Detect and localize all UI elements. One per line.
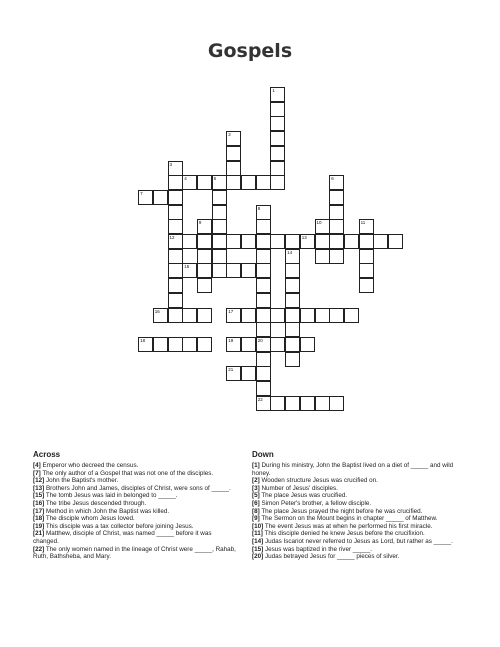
grid-cell[interactable] xyxy=(182,308,197,323)
grid-cell[interactable] xyxy=(270,116,285,131)
grid-cell[interactable] xyxy=(315,396,330,411)
grid-cell[interactable] xyxy=(153,308,168,323)
grid-cell[interactable] xyxy=(212,205,227,220)
grid-cell[interactable] xyxy=(329,219,344,234)
grid-cell[interactable] xyxy=(329,308,344,323)
grid-cell[interactable] xyxy=(329,396,344,411)
grid-cell[interactable] xyxy=(359,278,374,293)
down-clues xyxy=(252,450,462,561)
clue-label: [16] xyxy=(33,499,45,507)
grid-cell[interactable] xyxy=(300,308,315,323)
clue-label: [7] xyxy=(33,469,41,477)
grid-cell[interactable] xyxy=(226,337,241,352)
down-clue xyxy=(252,530,462,538)
clue-label: [10] xyxy=(252,522,264,530)
grid-cell[interactable] xyxy=(138,190,153,205)
grid-cell[interactable] xyxy=(197,234,212,249)
clue-number: 11 xyxy=(360,220,366,226)
grid-cell[interactable] xyxy=(168,293,183,308)
grid-cell[interactable] xyxy=(197,278,212,293)
grid-cell[interactable] xyxy=(329,234,344,249)
clue-label: [4] xyxy=(33,462,41,469)
grid-cell[interactable] xyxy=(182,263,197,278)
clue-label: [2] xyxy=(252,477,260,485)
across-clue xyxy=(33,546,239,561)
grid-cell[interactable] xyxy=(212,175,227,190)
clue-number: 5 xyxy=(213,176,217,182)
across-clues xyxy=(33,450,239,561)
across-clue xyxy=(33,523,239,531)
grid-cell[interactable] xyxy=(359,249,374,264)
clue-label: [5] xyxy=(252,492,260,500)
grid-cell[interactable] xyxy=(270,87,285,102)
across-clue xyxy=(33,477,239,485)
clue-number: 17 xyxy=(228,308,234,314)
clue-number: 21 xyxy=(228,367,234,373)
clue-label: [20] xyxy=(252,553,264,561)
grid-cell[interactable] xyxy=(285,322,300,337)
clue-label: [19] xyxy=(33,522,45,530)
grid-cell[interactable] xyxy=(300,396,315,411)
clue-text: Judas betrayed Jesus for _____ pieces of silver. xyxy=(263,553,400,561)
grid-cell[interactable] xyxy=(226,131,241,146)
clue-label: [21] xyxy=(33,530,45,538)
clue-label: [9] xyxy=(252,515,260,523)
clue-text: During his ministry, John the Baptist lived on a diet of _____ and wild honey. xyxy=(252,462,454,477)
clue-text: The disciple whom Jesus loved. xyxy=(44,515,135,523)
grid-cell[interactable] xyxy=(270,102,285,117)
grid-cell[interactable] xyxy=(241,308,256,323)
grid-cell[interactable] xyxy=(241,175,256,190)
clue-label: [15] xyxy=(252,545,264,553)
grid-cell[interactable] xyxy=(168,263,183,278)
clue-text: This disciple was a tax collector before joining Jesus. xyxy=(44,522,194,530)
clue-label: [1] xyxy=(252,462,260,469)
down-clue xyxy=(252,523,462,531)
grid-cell[interactable] xyxy=(241,263,256,278)
grid-cell[interactable] xyxy=(285,308,300,323)
grid-cell[interactable] xyxy=(197,263,212,278)
down-clue xyxy=(252,538,462,546)
clue-label: [11] xyxy=(252,530,263,538)
across-clue xyxy=(33,508,239,516)
clue-number: 2 xyxy=(228,132,231,138)
grid-cell[interactable] xyxy=(300,337,315,352)
grid-cell[interactable] xyxy=(256,249,271,264)
grid-cell[interactable] xyxy=(315,308,330,323)
grid-cell[interactable] xyxy=(270,234,285,249)
grid-cell[interactable] xyxy=(256,322,271,337)
grid-cell[interactable] xyxy=(315,249,330,264)
grid-cell[interactable] xyxy=(197,175,212,190)
clue-number: 1 xyxy=(272,88,275,93)
grid-cell[interactable] xyxy=(212,190,227,205)
grid-cell[interactable] xyxy=(226,146,241,161)
clue-text: The place Jesus prayed the night before he was crucified. xyxy=(259,507,423,515)
grid-cell[interactable] xyxy=(197,308,212,323)
clue-number: 3 xyxy=(169,161,173,167)
grid-cell[interactable] xyxy=(256,293,271,308)
across-clue xyxy=(33,500,239,508)
grid-cell[interactable] xyxy=(359,263,374,278)
grid-cell[interactable] xyxy=(329,249,344,264)
grid-cell[interactable] xyxy=(270,146,285,161)
grid-cell[interactable] xyxy=(197,337,212,352)
grid-cell[interactable] xyxy=(212,263,227,278)
grid-cell[interactable] xyxy=(241,337,256,352)
clue-text: Jesus was baptized in the river _____. xyxy=(263,545,373,553)
down-clue xyxy=(252,500,462,508)
clue-label: [14] xyxy=(252,537,264,545)
across-clue xyxy=(33,515,239,523)
grid-cell[interactable] xyxy=(329,205,344,220)
clue-text: Number of Jesus' disciples. xyxy=(259,484,338,492)
clue-text: Brothers John and James, disciples of Christ, were sons of _____. xyxy=(44,484,231,492)
grid-cell[interactable] xyxy=(241,366,256,381)
grid-cell[interactable] xyxy=(168,161,183,176)
grid-cell[interactable] xyxy=(241,234,256,249)
clue-number: 6 xyxy=(331,176,334,182)
grid-cell[interactable] xyxy=(168,249,183,264)
grid-cell[interactable] xyxy=(256,337,271,352)
across-clue xyxy=(33,462,239,470)
grid-cell[interactable] xyxy=(256,396,271,411)
clue-label: [12] xyxy=(33,477,45,485)
grid-cell[interactable] xyxy=(256,352,271,367)
clue-text: Judas Iscariot never referred to Jesus as Lord, but rather as _____. xyxy=(263,537,453,545)
across-clue xyxy=(33,492,239,500)
clue-label: [18] xyxy=(33,515,45,523)
grid-cell[interactable] xyxy=(226,161,241,176)
grid-cell[interactable] xyxy=(212,219,227,234)
clue-text: The tribe Jesus descended through. xyxy=(44,499,147,507)
grid-cell[interactable] xyxy=(153,190,168,205)
grid-cell[interactable] xyxy=(285,337,300,352)
grid-cell[interactable] xyxy=(329,175,344,190)
grid-cell[interactable] xyxy=(212,249,227,264)
grid-cell[interactable] xyxy=(373,234,388,249)
grid-cell[interactable] xyxy=(168,337,183,352)
grid-cell[interactable] xyxy=(315,219,330,234)
clue-text: The tomb Jesus was laid in belonged to _____. xyxy=(44,492,178,500)
grid-cell[interactable] xyxy=(168,308,183,323)
down-heading: Down xyxy=(252,450,274,459)
grid-cell[interactable] xyxy=(226,308,241,323)
clue-text: The only women named in the lineage of Christ were _____, Rahab, Ruth, Bathsheba, and Mary. xyxy=(33,545,236,561)
grid-cell[interactable] xyxy=(359,234,374,249)
clue-label: [3] xyxy=(252,484,260,492)
down-clue xyxy=(252,553,462,561)
clue-number: 12 xyxy=(169,235,175,240)
clue-number: 10 xyxy=(316,220,322,226)
grid-cell[interactable] xyxy=(138,337,153,352)
clue-text: This disciple denied he knew Jesus before the crucifixion. xyxy=(262,530,425,538)
grid-cell[interactable] xyxy=(182,175,197,190)
clue-text: The Sermon on the Mount begins in chapter _____ of Matthew. xyxy=(259,515,438,523)
down-clue xyxy=(252,492,462,500)
clue-number: 14 xyxy=(287,249,293,255)
grid-cell[interactable] xyxy=(256,263,271,278)
clue-label: [8] xyxy=(252,507,260,515)
grid-cell[interactable] xyxy=(168,190,183,205)
clue-number: 19 xyxy=(228,337,234,343)
clue-number: 13 xyxy=(301,235,307,240)
clue-text: Method in which John the Baptist was killed. xyxy=(44,507,170,515)
grid-cell[interactable] xyxy=(344,308,359,323)
puzzle-title: Gospels xyxy=(207,40,293,62)
clue-label: [17] xyxy=(33,507,45,515)
clue-text: John the Baptist's mother. xyxy=(44,477,119,485)
grid-cell[interactable] xyxy=(270,131,285,146)
clue-text: The place Jesus was crucified. xyxy=(259,492,348,500)
clue-number: 15 xyxy=(184,264,190,270)
grid-cell[interactable] xyxy=(270,175,285,190)
down-clue xyxy=(252,462,462,477)
grid-cell[interactable] xyxy=(285,352,300,367)
clue-number: 22 xyxy=(257,396,263,402)
clue-text: Simon Peter's brother, a fellow disciple. xyxy=(259,499,372,507)
grid-cell[interactable] xyxy=(285,293,300,308)
clue-label: [22] xyxy=(33,545,45,553)
grid-cell[interactable] xyxy=(168,234,183,249)
clue-text: Wooden structure Jesus was crucified on. xyxy=(259,477,378,485)
grid-cell[interactable] xyxy=(197,249,212,264)
grid-cell[interactable] xyxy=(285,278,300,293)
down-clue xyxy=(252,485,462,493)
grid-cell[interactable] xyxy=(212,234,227,249)
clue-text: The event Jesus was at when he performed his first miracle. xyxy=(263,522,433,530)
across-clue xyxy=(33,485,239,493)
grid-cell[interactable] xyxy=(256,278,271,293)
clue-number: 9 xyxy=(198,220,202,226)
across-clue xyxy=(33,470,239,478)
grid-cell[interactable] xyxy=(182,337,197,352)
clue-number: 20 xyxy=(257,337,263,343)
grid-cell[interactable] xyxy=(300,234,315,249)
grid-cell[interactable] xyxy=(270,396,285,411)
grid-cell[interactable] xyxy=(344,234,359,249)
grid-cell[interactable] xyxy=(285,396,300,411)
down-clue xyxy=(252,515,462,523)
grid-cell[interactable] xyxy=(256,381,271,396)
clue-number: 8 xyxy=(257,205,261,211)
grid-cell[interactable] xyxy=(359,219,374,234)
grid-cell[interactable] xyxy=(388,234,403,249)
clue-text: Emperor who decreed the census. xyxy=(40,462,139,469)
grid-cell[interactable] xyxy=(256,366,271,381)
grid-cell[interactable] xyxy=(256,219,271,234)
grid-cell[interactable] xyxy=(226,366,241,381)
clue-number: 16 xyxy=(154,308,160,314)
down-clue xyxy=(252,477,462,485)
grid-cell[interactable] xyxy=(226,175,241,190)
across-heading: Across xyxy=(33,450,61,459)
grid-cell[interactable] xyxy=(168,219,183,234)
across-clue xyxy=(33,530,239,545)
down-clue xyxy=(252,508,462,516)
grid-cell[interactable] xyxy=(168,278,183,293)
grid-cell[interactable] xyxy=(153,337,168,352)
grid-cell[interactable] xyxy=(285,263,300,278)
clue-number: 4 xyxy=(184,176,187,182)
clue-label: [13] xyxy=(33,484,45,492)
grid-cell[interactable] xyxy=(270,161,285,176)
clue-text: The only author of a Gospel that was not one of the disciples. xyxy=(40,469,214,477)
grid-cell[interactable] xyxy=(256,308,271,323)
grid-cell[interactable] xyxy=(270,308,285,323)
grid-cell[interactable] xyxy=(285,234,300,249)
grid-cell[interactable] xyxy=(197,219,212,234)
grid-cell[interactable] xyxy=(285,249,300,264)
grid-cell[interactable] xyxy=(270,337,285,352)
grid-cell[interactable] xyxy=(182,234,197,249)
grid-cell[interactable] xyxy=(256,175,271,190)
clue-number: 18 xyxy=(140,337,146,343)
grid-cell[interactable] xyxy=(168,175,183,190)
grid-cell[interactable] xyxy=(226,234,241,249)
grid-cell[interactable] xyxy=(315,234,330,249)
grid-cell[interactable] xyxy=(256,234,271,249)
grid-cell[interactable] xyxy=(226,263,241,278)
down-clue xyxy=(252,546,462,554)
grid-cell[interactable] xyxy=(256,205,271,220)
clue-label: [6] xyxy=(252,499,260,507)
grid-cell[interactable] xyxy=(329,190,344,205)
grid-cell[interactable] xyxy=(168,205,183,220)
clue-text: Matthew, disciple of Christ, was named _____ before it was changed. xyxy=(33,530,212,545)
clue-label: [15] xyxy=(33,492,45,500)
clue-number: 7 xyxy=(140,190,143,196)
